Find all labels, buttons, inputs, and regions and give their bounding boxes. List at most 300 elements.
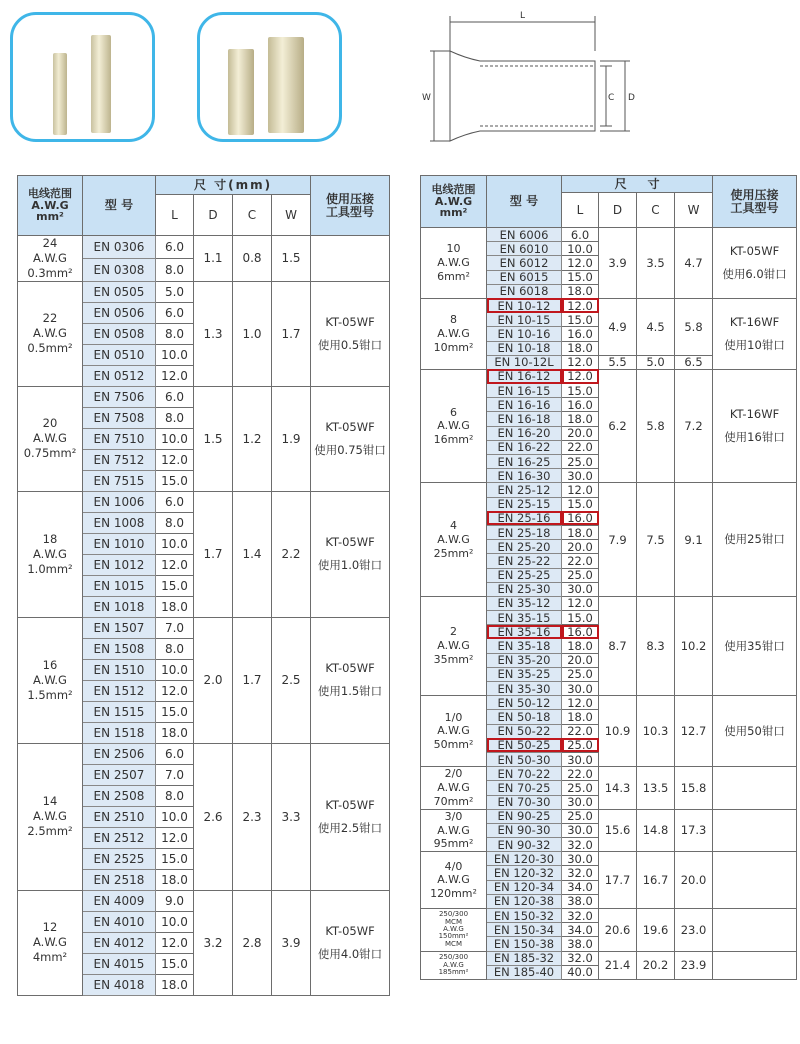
model-cell: EN 70-25 [487, 781, 562, 795]
length-cell: 40.0 [562, 965, 599, 979]
model-cell: EN 25-15 [487, 497, 562, 511]
tool-cell: KT-05WF 使用1.0钳口 [311, 491, 390, 617]
length-cell: 22.0 [562, 724, 599, 738]
length-cell: 12.0 [562, 256, 599, 270]
model-cell: EN 0505 [83, 281, 156, 302]
dim-c-cell: 5.0 [637, 355, 675, 369]
model-cell: EN 50-22 [487, 724, 562, 738]
model-cell: EN 6012 [487, 256, 562, 270]
dim-w-cell: 2.5 [272, 617, 311, 743]
length-cell: 15.0 [562, 611, 599, 625]
model-cell: EN 70-30 [487, 795, 562, 809]
length-cell: 12.0 [562, 696, 599, 710]
model-cell: EN 150-34 [487, 923, 562, 937]
header-w: W [675, 193, 713, 228]
tool-cell [713, 909, 797, 952]
model-cell: EN 7508 [83, 407, 156, 428]
dim-c-cell: 3.5 [637, 228, 675, 299]
length-cell: 22.0 [562, 440, 599, 454]
length-cell: 15.0 [156, 701, 194, 722]
model-cell: EN 1507 [83, 617, 156, 638]
length-cell: 25.0 [562, 455, 599, 469]
dim-w-cell: 5.8 [675, 298, 713, 355]
dim-d-cell: 14.3 [599, 767, 637, 810]
length-cell: 12.0 [156, 365, 194, 386]
length-cell: 15.0 [156, 848, 194, 869]
dim-w-cell: 20.0 [675, 852, 713, 909]
length-cell: 18.0 [562, 639, 599, 653]
dim-d-cell: 21.4 [599, 951, 637, 979]
length-cell: 7.0 [156, 617, 194, 638]
model-cell: EN 35-16 [487, 625, 562, 639]
length-cell: 16.0 [562, 511, 599, 525]
length-cell: 18.0 [562, 412, 599, 426]
model-cell: EN 50-12 [487, 696, 562, 710]
dim-c-cell: 1.2 [233, 386, 272, 491]
length-cell: 10.0 [156, 533, 194, 554]
length-cell: 30.0 [562, 469, 599, 483]
length-cell: 10.0 [562, 242, 599, 256]
model-cell: EN 0508 [83, 323, 156, 344]
tool-cell: KT-16WF 使用10钳口 [713, 298, 797, 369]
length-cell: 6.0 [156, 491, 194, 512]
model-cell: EN 6015 [487, 270, 562, 284]
length-cell: 15.0 [156, 575, 194, 596]
model-cell: EN 1018 [83, 596, 156, 617]
length-cell: 18.0 [156, 722, 194, 743]
model-cell: EN 10-12 [487, 298, 562, 312]
left-spec-table [17, 175, 390, 996]
model-cell: EN 70-22 [487, 767, 562, 781]
model-cell: EN 150-38 [487, 937, 562, 951]
dim-c-cell: 13.5 [637, 767, 675, 810]
model-cell: EN 35-20 [487, 653, 562, 667]
model-cell: EN 90-32 [487, 838, 562, 852]
model-cell: EN 0506 [83, 302, 156, 323]
model-cell: EN 7512 [83, 449, 156, 470]
model-cell: EN 6006 [487, 228, 562, 242]
wire-range-cell: 3/0 A.W.G 95mm² [421, 809, 487, 852]
header-tool: 使用压接 工具型号 [713, 176, 797, 228]
length-cell: 18.0 [562, 525, 599, 539]
length-cell: 34.0 [562, 923, 599, 937]
model-cell: EN 90-25 [487, 809, 562, 823]
model-cell: EN 25-12 [487, 483, 562, 497]
dim-d-cell: 7.9 [599, 483, 637, 597]
table-row [421, 298, 797, 312]
dim-c-cell: 7.5 [637, 483, 675, 597]
header-c: C [637, 193, 675, 228]
wire-range-cell: 250/300 MCM A.W.G 150mm² MCM [421, 909, 487, 952]
header-model: 型 号 [83, 176, 156, 236]
length-cell: 15.0 [562, 384, 599, 398]
dim-w-cell: 1.5 [272, 236, 311, 282]
header-d: D [599, 193, 637, 228]
dim-d-cell: 2.0 [194, 617, 233, 743]
model-cell: EN 0306 [83, 236, 156, 259]
length-cell: 38.0 [562, 894, 599, 908]
model-cell: EN 1512 [83, 680, 156, 701]
tool-cell: 使用25钳口 [713, 483, 797, 597]
dim-d-cell: 17.7 [599, 852, 637, 909]
model-cell: EN 2510 [83, 806, 156, 827]
table-row [421, 696, 797, 710]
table-row [18, 491, 390, 512]
length-cell: 32.0 [562, 866, 599, 880]
dim-w-cell: 23.9 [675, 951, 713, 979]
dim-w-cell: 3.3 [272, 743, 311, 890]
wire-range-cell: 2 A.W.G 35mm² [421, 596, 487, 695]
tool-cell [713, 852, 797, 909]
tool-cell: KT-05WF 使用0.75钳口 [311, 386, 390, 491]
model-cell: EN 7510 [83, 428, 156, 449]
length-cell: 30.0 [562, 852, 599, 866]
dim-d-cell: 20.6 [599, 909, 637, 952]
model-cell: EN 6018 [487, 284, 562, 298]
length-cell: 25.0 [562, 809, 599, 823]
dim-w-cell: 1.9 [272, 386, 311, 491]
model-cell: EN 2506 [83, 743, 156, 764]
model-cell: EN 16-16 [487, 398, 562, 412]
header-w: W [272, 195, 311, 236]
model-cell: EN 4009 [83, 890, 156, 911]
dim-d-cell: 1.1 [194, 236, 233, 282]
wire-range-cell: 12 A.W.G 4mm² [18, 890, 83, 995]
dim-d-cell: 8.7 [599, 596, 637, 695]
model-cell: EN 2518 [83, 869, 156, 890]
tool-cell: KT-05WF 使用6.0钳口 [713, 228, 797, 299]
tool-cell: KT-05WF 使用4.0钳口 [311, 890, 390, 995]
length-cell: 9.0 [156, 890, 194, 911]
length-cell: 15.0 [156, 470, 194, 491]
tool-cell [713, 951, 797, 979]
tube-image [268, 37, 304, 133]
right-spec-table [420, 175, 797, 980]
model-cell: EN 35-12 [487, 596, 562, 610]
dim-w-cell: 4.7 [675, 228, 713, 299]
model-cell: EN 16-25 [487, 455, 562, 469]
tool-cell: KT-05WF 使用2.5钳口 [311, 743, 390, 890]
length-cell: 16.0 [562, 327, 599, 341]
wire-range-cell: 16 A.W.G 1.5mm² [18, 617, 83, 743]
product-photo-large [197, 12, 342, 142]
length-cell: 8.0 [156, 258, 194, 281]
dim-w-cell: 17.3 [675, 809, 713, 852]
length-cell: 15.0 [562, 313, 599, 327]
tool-cell: KT-05WF 使用0.5钳口 [311, 281, 390, 386]
dim-w-cell: 9.1 [675, 483, 713, 597]
dim-d-cell: 1.5 [194, 386, 233, 491]
length-cell: 16.0 [562, 625, 599, 639]
dim-w-cell: 2.2 [272, 491, 311, 617]
diagram-label-d: D [628, 93, 635, 103]
dim-c-cell: 5.8 [637, 369, 675, 483]
wire-range-cell: 6 A.W.G 16mm² [421, 369, 487, 483]
table-row [421, 767, 797, 781]
length-cell: 18.0 [156, 974, 194, 995]
header-tool: 使用压接 工具型号 [311, 176, 390, 236]
wire-range-cell: 2/0 A.W.G 70mm² [421, 767, 487, 810]
dim-c-cell: 1.7 [233, 617, 272, 743]
model-cell: EN 1510 [83, 659, 156, 680]
model-cell: EN 35-15 [487, 611, 562, 625]
length-cell: 12.0 [156, 554, 194, 575]
model-cell: EN 120-34 [487, 880, 562, 894]
header-dimension: 尺 寸 [562, 176, 713, 193]
dim-d-cell: 3.9 [599, 228, 637, 299]
dim-w-cell: 6.5 [675, 355, 713, 369]
length-cell: 18.0 [562, 710, 599, 724]
model-cell: EN 120-38 [487, 894, 562, 908]
length-cell: 12.0 [562, 298, 599, 312]
dim-d-cell: 1.3 [194, 281, 233, 386]
tool-cell: 使用35钳口 [713, 596, 797, 695]
length-cell: 10.0 [156, 911, 194, 932]
header-l: L [156, 195, 194, 236]
length-cell: 15.0 [562, 497, 599, 511]
dim-w-cell: 15.8 [675, 767, 713, 810]
model-cell: EN 10-16 [487, 327, 562, 341]
length-cell: 32.0 [562, 838, 599, 852]
length-cell: 30.0 [562, 682, 599, 696]
model-cell: EN 16-30 [487, 469, 562, 483]
model-cell: EN 10-15 [487, 313, 562, 327]
dim-w-cell: 7.2 [675, 369, 713, 483]
model-cell: EN 25-30 [487, 582, 562, 596]
length-cell: 25.0 [562, 781, 599, 795]
model-cell: EN 0512 [83, 365, 156, 386]
dim-c-cell: 16.7 [637, 852, 675, 909]
model-cell: EN 16-22 [487, 440, 562, 454]
model-cell: EN 25-18 [487, 525, 562, 539]
length-cell: 6.0 [562, 228, 599, 242]
model-cell: EN 150-32 [487, 909, 562, 923]
model-cell: EN 6010 [487, 242, 562, 256]
model-cell: EN 120-30 [487, 852, 562, 866]
model-cell: EN 0510 [83, 344, 156, 365]
tool-cell: 使用50钳口 [713, 696, 797, 767]
model-cell: EN 16-18 [487, 412, 562, 426]
length-cell: 12.0 [156, 827, 194, 848]
diagram-label-w: W [422, 93, 431, 103]
model-cell: EN 50-30 [487, 752, 562, 766]
wire-range-cell: 20 A.W.G 0.75mm² [18, 386, 83, 491]
length-cell: 12.0 [156, 932, 194, 953]
length-cell: 12.0 [156, 449, 194, 470]
length-cell: 8.0 [156, 785, 194, 806]
diagram-label-l: L [520, 11, 526, 21]
table-row [18, 617, 390, 638]
model-cell: EN 7515 [83, 470, 156, 491]
length-cell: 20.0 [562, 653, 599, 667]
model-cell: EN 185-40 [487, 965, 562, 979]
table-row [18, 281, 390, 302]
model-cell: EN 35-25 [487, 667, 562, 681]
ferrule-dimension-diagram [420, 6, 660, 156]
length-cell: 8.0 [156, 638, 194, 659]
header-model: 型 号 [487, 176, 562, 228]
length-cell: 30.0 [562, 823, 599, 837]
dim-c-cell: 20.2 [637, 951, 675, 979]
model-cell: EN 25-16 [487, 511, 562, 525]
model-cell: EN 185-32 [487, 951, 562, 965]
tool-cell [713, 809, 797, 852]
length-cell: 10.0 [156, 344, 194, 365]
length-cell: 18.0 [156, 869, 194, 890]
length-cell: 6.0 [156, 743, 194, 764]
length-cell: 12.0 [562, 596, 599, 610]
tool-cell: KT-16WF 使用16钳口 [713, 369, 797, 483]
model-cell: EN 35-18 [487, 639, 562, 653]
length-cell: 18.0 [562, 341, 599, 355]
length-cell: 25.0 [562, 667, 599, 681]
dim-d-cell: 15.6 [599, 809, 637, 852]
dim-d-cell: 1.7 [194, 491, 233, 617]
model-cell: EN 16-12 [487, 369, 562, 383]
wire-range-cell: 10 A.W.G 6mm² [421, 228, 487, 299]
tube-image [228, 49, 254, 135]
dim-d-cell: 3.2 [194, 890, 233, 995]
dim-c-cell: 2.3 [233, 743, 272, 890]
dim-w-cell: 12.7 [675, 696, 713, 767]
product-photo-small [10, 12, 155, 142]
length-cell: 22.0 [562, 554, 599, 568]
wire-range-cell: 22 A.W.G 0.5mm² [18, 281, 83, 386]
model-cell: EN 2512 [83, 827, 156, 848]
length-cell: 22.0 [562, 767, 599, 781]
model-cell: EN 7506 [83, 386, 156, 407]
model-cell: EN 1015 [83, 575, 156, 596]
model-cell: EN 10-18 [487, 341, 562, 355]
length-cell: 25.0 [562, 568, 599, 582]
tube-image [91, 35, 111, 133]
wire-range-cell: 4/0 A.W.G 120mm² [421, 852, 487, 909]
dim-d-cell: 2.6 [194, 743, 233, 890]
dim-d-cell: 5.5 [599, 355, 637, 369]
length-cell: 20.0 [562, 540, 599, 554]
length-cell: 25.0 [562, 738, 599, 752]
length-cell: 15.0 [156, 953, 194, 974]
wire-range-cell: 14 A.W.G 2.5mm² [18, 743, 83, 890]
model-cell: EN 1006 [83, 491, 156, 512]
header-c: C [233, 195, 272, 236]
length-cell: 8.0 [156, 512, 194, 533]
length-cell: 12.0 [562, 483, 599, 497]
dim-d-cell: 10.9 [599, 696, 637, 767]
dim-w-cell: 23.0 [675, 909, 713, 952]
table-row [421, 809, 797, 823]
model-cell: EN 25-20 [487, 540, 562, 554]
length-cell: 38.0 [562, 937, 599, 951]
wire-range-cell: 24 A.W.G 0.3mm² [18, 236, 83, 282]
model-cell: EN 10-12L [487, 355, 562, 369]
table-row [421, 852, 797, 866]
model-cell: EN 1008 [83, 512, 156, 533]
model-cell: EN 2525 [83, 848, 156, 869]
model-cell: EN 4018 [83, 974, 156, 995]
model-cell: EN 1518 [83, 722, 156, 743]
dim-d-cell: 6.2 [599, 369, 637, 483]
dim-c-cell: 14.8 [637, 809, 675, 852]
model-cell: EN 25-25 [487, 568, 562, 582]
tool-cell [311, 236, 390, 282]
dim-w-cell: 1.7 [272, 281, 311, 386]
table-row [421, 596, 797, 610]
dim-c-cell: 19.6 [637, 909, 675, 952]
wire-range-cell: 18 A.W.G 1.0mm² [18, 491, 83, 617]
dim-c-cell: 0.8 [233, 236, 272, 282]
length-cell: 10.0 [156, 659, 194, 680]
header-range: 电线范围 A.W.G mm² [18, 176, 83, 236]
model-cell: EN 16-15 [487, 384, 562, 398]
model-cell: EN 1515 [83, 701, 156, 722]
length-cell: 12.0 [562, 369, 599, 383]
dim-d-cell: 4.9 [599, 298, 637, 355]
tool-cell [713, 767, 797, 810]
model-cell: EN 0308 [83, 258, 156, 281]
tool-cell: KT-05WF 使用1.5钳口 [311, 617, 390, 743]
length-cell: 6.0 [156, 386, 194, 407]
model-cell: EN 4015 [83, 953, 156, 974]
length-cell: 30.0 [562, 752, 599, 766]
dim-c-cell: 1.4 [233, 491, 272, 617]
wire-range-cell: 8 A.W.G 10mm² [421, 298, 487, 369]
header-l: L [562, 193, 599, 228]
table-row [18, 386, 390, 407]
model-cell: EN 4010 [83, 911, 156, 932]
wire-range-cell: 250/300 A.W.G 185mm² [421, 951, 487, 979]
wire-range-cell: 1/0 A.W.G 50mm² [421, 696, 487, 767]
model-cell: EN 1508 [83, 638, 156, 659]
table-row [18, 743, 390, 764]
length-cell: 20.0 [562, 426, 599, 440]
table-row [421, 483, 797, 497]
length-cell: 15.0 [562, 270, 599, 284]
length-cell: 16.0 [562, 398, 599, 412]
model-cell: EN 16-20 [487, 426, 562, 440]
dim-c-cell: 4.5 [637, 298, 675, 355]
length-cell: 32.0 [562, 909, 599, 923]
dim-w-cell: 10.2 [675, 596, 713, 695]
length-cell: 30.0 [562, 795, 599, 809]
length-cell: 6.0 [156, 236, 194, 259]
tube-image [53, 53, 67, 135]
length-cell: 10.0 [156, 806, 194, 827]
model-cell: EN 90-30 [487, 823, 562, 837]
header-dimension: 尺 寸(mm) [156, 176, 311, 195]
length-cell: 8.0 [156, 407, 194, 428]
dim-w-cell: 3.9 [272, 890, 311, 995]
model-cell: EN 2508 [83, 785, 156, 806]
dim-c-cell: 1.0 [233, 281, 272, 386]
length-cell: 34.0 [562, 880, 599, 894]
length-cell: 18.0 [156, 596, 194, 617]
table-row [421, 951, 797, 965]
header-d: D [194, 195, 233, 236]
length-cell: 5.0 [156, 281, 194, 302]
table-row [421, 909, 797, 923]
model-cell: EN 120-32 [487, 866, 562, 880]
header-range: 电线范围 A.W.G mm² [421, 176, 487, 228]
length-cell: 12.0 [562, 355, 599, 369]
model-cell: EN 4012 [83, 932, 156, 953]
table-row [18, 236, 390, 259]
length-cell: 32.0 [562, 951, 599, 965]
length-cell: 18.0 [562, 284, 599, 298]
model-cell: EN 2507 [83, 764, 156, 785]
diagram-label-c: C [608, 93, 615, 103]
model-cell: EN 50-18 [487, 710, 562, 724]
